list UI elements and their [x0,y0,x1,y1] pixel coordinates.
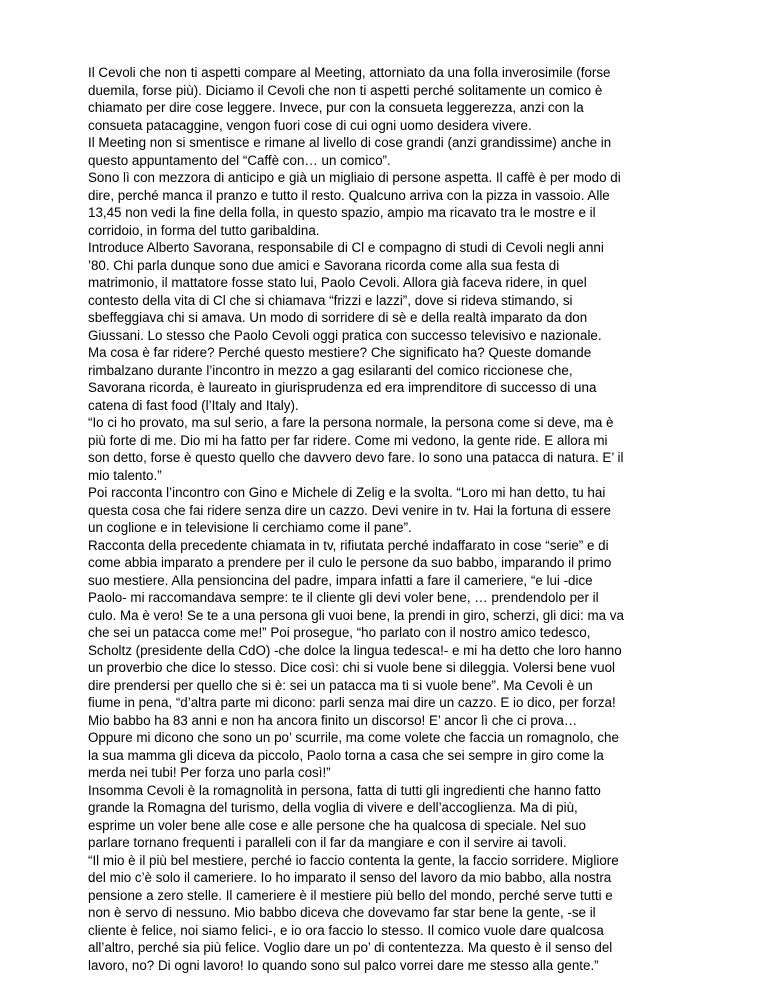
text-line: rimbalzano durante l’incontro in mezzo a gag esilaranti del comico riccionese che, [88,362,573,378]
text-line: Introduce Alberto Savorana, responsabile di Cl e compagno di studi di Cevoli negli anni [88,240,604,255]
text-line: dire, perché manca il pranzo e tutto il resto. Qualcuno arriva con la pizza in vassoio. Alle [88,187,610,203]
text-line: non è servo di nessuno. Mio babbo diceva che dovevamo far star bene la gente, -se il [88,905,596,920]
text-line: Sono lì con mezzora di anticipo e già un migliaio di persone aspetta. Il caffè è per modo di [88,170,621,185]
text-line: fiume in pena, “d’altra parte mi dicono: parli senza mai dire un cazzo. E io dico, per forza! [88,695,616,710]
text-line: 13,45 non vedi la fine della folla, in questo spazio, ampio ma ricavato tra le mostre e il [88,205,596,220]
text-line: matrimonio, il mattatore fosse stato lui, Paolo Cevoli. Allora già faceva ridere, in quel [88,275,587,290]
text-line: “Il mio è il più bel mestiere, perché io faccio contenta la gente, la faccio sorridere. Migliore [88,852,619,868]
text-line: mio talento.” [88,467,162,483]
text-line: sbeffeggiava chi si amava. Un modo di sorridere di sè e della realtà imparato da don [88,310,588,325]
text-line: lavoro, no? Di ogni lavoro! Io quando sono sul palco vorrei dare me stesso alla gente.” [88,957,599,973]
text-line: Il Cevoli che non ti aspetti compare al Meeting, attorniato da una folla inverosimile (forse [88,65,611,80]
text-line: Paolo- mi raccomandava sempre: te il cliente gli devi voler bene, … prendendolo per il [88,590,599,605]
text-line: Poi racconta l’incontro con Gino e Michele di Zelig e la svolta. “Loro mi han detto, tu hai [88,485,606,500]
text-line: Ma cosa è far ridere? Perché questo mestiere? Che significato ha? Queste domande [88,345,592,360]
document-body [88,64,688,974]
text-line: Il Meeting non si smentisce e rimane al livello di cose grandi (anzi grandissime) anche in [88,135,612,150]
text-line: un proverbio che dice lo stesso. Dice così: chi si vuole bene si dileggia. Volersi bene vuol [88,660,615,675]
text-line: Racconta della precedente chiamata in tv, rifiutata perché indaffarato in cose “serie” e di [88,537,609,553]
text-line: chiamato per dire cose leggere. Invece, pur con la consueta leggerezza, anzi con la [88,100,584,115]
text-line: corridoio, in forma del tutto garibaldina. [88,222,320,238]
text-line: che sei un patacca come me!” Poi prosegue, “ho parlato con il nostro amico tedesco, [88,625,591,640]
text-line: “Io ci ho provato, ma sul serio, a fare la persona normale, la persona come si deve, ma è [88,415,614,430]
text-line: parlare tornano frequenti i paralleli con il far da mangiare e con il servire ai tavoli. [88,835,567,850]
text-line: duemila, forse più). Diciamo il Cevoli che non ti aspetti perché solitamente un comico è [88,82,603,98]
text-line: dire prendersi per quello che si è: sei un patacca ma ti si vuole bene”. Ma Cevoli è un [88,677,593,693]
text-line: Scholtz (presidente della CdO) -che dolce la lingua tedesca!- e mi ha detto che loro hanno [88,642,622,658]
text-line: come abbia imparato a prendere per il culo le persone da suo babbo, imparando il primo [88,555,612,570]
text-line: grande la Romagna del turismo, della voglia di vivere e dell’accoglienza. Ma di più, [88,800,578,815]
text-line: questo appuntamento del “Caffè con… un comico”. [88,152,391,168]
text-line: la sua mamma gli diceva da piccolo, Paolo torna a casa che sei sempre in giro come la [88,747,604,763]
text-line: esprime un voler bene alle cose e alle persone che ha qualcosa di speciale. Nel suo [88,817,586,833]
text-line: Giussani. Lo stesso che Paolo Cevoli oggi pratica con successo televisivo e nazionale. [88,327,602,343]
text-line: culo. Ma è vero! Se te a una persona gli vuoi bene, la prendi in giro, scherzi, gli dici: ma va [88,607,624,623]
text-line: un coglione e in televisione li cerchiamo come il pane”. [88,520,412,535]
text-line: consueta patacaggine, vengon fuori cose di cui ogni uomo desidera vivere. [88,117,532,133]
text-line: più forte di me. Dio mi ha fatto per far ridere. Come mi vedono, la gente ride. E allora mi [88,432,608,448]
text-line: cliente è felice, noi siamo felici-, e io ora faccio lo stesso. Il comico vuole dare qualcosa [88,922,604,938]
text-line: Mio babbo ha 83 anni e non ha ancora finito un discorso! E’ ancor lì che ci prova… [88,712,578,728]
text-line: catena di fast food (l’Italy and Italy). [88,397,299,413]
text-line: contesto della vita di Cl che si chiamava “frizzi e lazzi”, dove si rideva stimando, si [88,292,573,308]
text-line: pensione a zero stelle. Il cameriere è il mestiere più bello del mondo, perché serve tutti e [88,887,613,903]
text-line: del mio c’è solo il cameriere. Io ho imparato il senso del lavoro da mio babbo, alla nostra [88,870,612,885]
text-line: all’altro, perché sia più felice. Voglio dare un po’ di contentezza. Ma questo è il senso del [88,940,613,955]
text-line: Insomma Cevoli è la romagnolità in persona, fatta di tutti gli ingredienti che hanno fatto [88,782,601,798]
text-line: questa cosa che fai ridere senza dire un cazzo. Devi venire in tv. Hai la fortuna di essere [88,502,611,518]
text-line: suo mestiere. Alla pensioncina del padre, impara infatti a fare il cameriere, “e lui -dice [88,572,593,588]
text-line: merda nei tubi! Per forza uno parla così!” [88,765,331,780]
text-line: son detto, forse è questo quello che davvero devo fare. Io sono una patacca di natura. E’ il [88,450,624,465]
text-line: Savorana ricorda, è laureato in giurisprudenza ed era imprenditore di successo di una [88,380,597,395]
text-line: Oppure mi dicono che sono un po’ scurrile, ma come volete che faccia un romagnolo, che [88,730,619,745]
text-line: ’80. Chi parla dunque sono due amici e Savorana ricorda come alla sua festa di [88,257,560,273]
